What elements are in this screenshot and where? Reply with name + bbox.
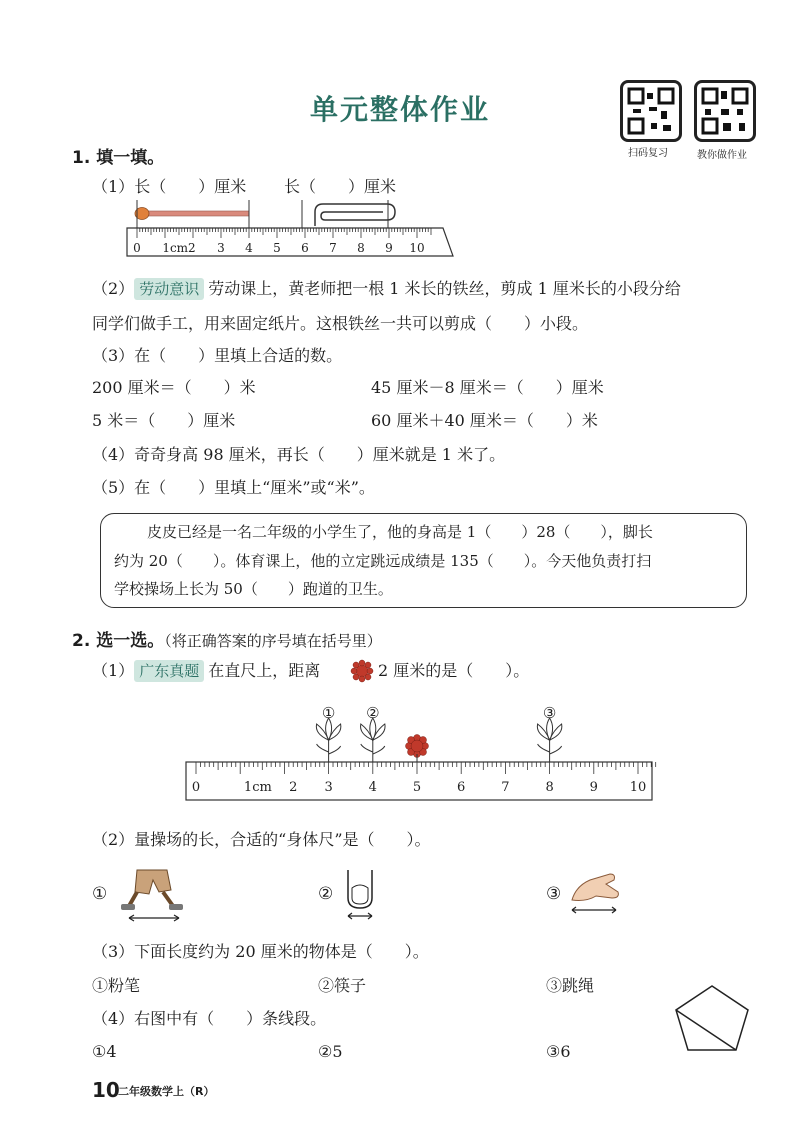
q2-1-text-a: 在直尺上，距离 [208,661,321,680]
pentagon-figure [672,982,752,1054]
q1-3-item-c[interactable]: 5 米＝（ ）厘米 [92,411,236,430]
q1-1-left-blank[interactable]: 长（ ）厘米 [134,177,247,196]
q2-4-prompt[interactable]: （4）右图中有（ ）条线段。 [92,1009,327,1028]
ruler1-label: 7 [329,241,337,255]
book-title: 二年级数学上（R） [118,1085,215,1098]
option-mark-label: ① [321,704,336,722]
ruler2-label: 10 [629,780,647,795]
q2-1-text-b[interactable]: 2 厘米的是（ ）。 [378,661,530,680]
q2-1-line [92,660,320,682]
tag-labor-awareness: 劳动意识 [134,278,204,300]
option-mark-label: ② [366,704,380,722]
q1-3-item-d[interactable]: 60 厘米＋40 厘米＝（ ）米 [371,411,598,430]
legs-stride-icon [115,866,195,924]
section-2-title: 2. 选一选。 [72,631,165,651]
ruler1-label: 0 [133,241,141,255]
q1-3-item-b[interactable]: 45 厘米－8 厘米＝（ ）厘米 [371,378,604,397]
ruler2-label: 0 [191,780,201,795]
ruler-diagram-1 [125,196,455,264]
q2-1-label: （1） [92,661,135,680]
q2-4-option-2[interactable]: ②5 [318,1042,343,1061]
q2-2-option-3[interactable]: ③ [546,884,562,904]
q2-2-option-1[interactable]: ① [92,884,108,904]
ruler2-label: 2 [289,780,298,795]
ruler1-label: 1cm2 [162,241,196,255]
hand-span-icon [566,866,622,916]
ruler2-label: 5 [412,780,422,795]
ruler2-label: 1cm [243,780,272,795]
fingernail-width-icon [340,868,384,922]
tag-guangdong-exam: 广东真题 [134,660,204,682]
q1-2-text-1: 劳动课上，黄老师把一根 1 米长的铁丝，剪成 1 厘米长的小段分给 [208,279,681,298]
qr-code-review[interactable] [620,80,682,142]
q1-4-prompt[interactable]: （4）奇奇身高 98 厘米，再长（ ）厘米就是 1 米了。 [92,445,506,464]
ruler2-label: 7 [501,780,510,795]
option-mark-label: ③ [542,704,557,722]
matchstick-icon [137,211,249,216]
q2-3-option-1[interactable]: ①粉笔 [92,976,141,995]
story-line-2[interactable]: 约为 20（ ）。体育课上，他的立定跳远成绩是 135（ ）。今天他负责打扫 [114,552,652,570]
ruler2-label: 6 [457,780,466,795]
q1-1-label: （1） [92,177,135,196]
ruler2-label: 3 [324,780,333,795]
white-flower-icon [316,718,341,762]
q1-3-prompt: （3）在（ ）里填上合适的数。 [92,346,343,365]
q1-5-prompt: （5）在（ ）里填上“厘米”或“米”。 [92,478,375,497]
qr-pattern-icon [623,83,679,139]
q1-1-line [92,176,246,198]
ruler2-label: 9 [589,780,598,795]
q1-3-item-a[interactable]: 200 厘米＝（ ）米 [92,378,256,397]
qr-code-tutorial[interactable] [694,80,756,142]
q2-3-option-2[interactable]: ②筷子 [318,976,367,995]
q2-4-option-1[interactable]: ①4 [92,1042,117,1061]
ruler2-label: 8 [545,780,554,795]
ruler1-label: 4 [245,241,253,255]
q2-3-option-3[interactable]: ③跳绳 [546,976,595,995]
section-2-note: （将正确答案的序号填在括号里） [164,632,382,650]
q2-4-option-3[interactable]: ③6 [546,1042,571,1061]
q1-2-line1 [92,278,681,300]
ruler1-label: 5 [273,241,281,255]
paperclip-icon [315,204,395,226]
ruler-diagram-2 [180,704,660,804]
qr-caption-tutorial: 教你做作业 [697,150,747,161]
red-flower-icon [350,659,374,683]
ruler1-label: 6 [301,241,309,255]
ruler1-label: 3 [217,241,225,255]
q2-2-option-2[interactable]: ② [318,884,334,904]
white-flower-icon [537,718,562,762]
q1-1-right-blank[interactable]: 长（ ）厘米 [284,177,397,196]
section-1-heading: 1. 填一填。 [72,148,165,168]
white-flower-icon [361,718,386,762]
story-line-1[interactable]: 皮皮已经是一名二年级的小学生了，他的身高是 1（ ）28（ ），脚长 [147,523,653,541]
page-title: 单元整体作业 [309,93,490,126]
q2-2-prompt[interactable]: （2）量操场的长，合适的“身体尺”是（ ）。 [92,830,431,849]
story-line-3[interactable]: 学校操场上长为 50（ ）跑道的卫生。 [114,580,393,598]
ruler2-label: 4 [368,780,377,795]
q2-3-prompt[interactable]: （3）下面长度约为 20 厘米的物体是（ ）。 [92,942,429,961]
page-number: 10 [92,1078,120,1102]
q1-2-label: （2） [92,279,135,298]
section-2-heading [72,626,382,651]
ruler1-label: 10 [409,241,425,255]
q1-2-text-2: 同学们做手工，用来固定纸片。这根铁丝一共可以剪成（ ）小段。 [92,314,589,333]
qr-caption-review: 扫码复习 [628,148,668,159]
qr-pattern-icon [697,83,753,139]
ruler1-label: 8 [357,241,365,255]
ruler1-label: 9 [385,241,393,255]
